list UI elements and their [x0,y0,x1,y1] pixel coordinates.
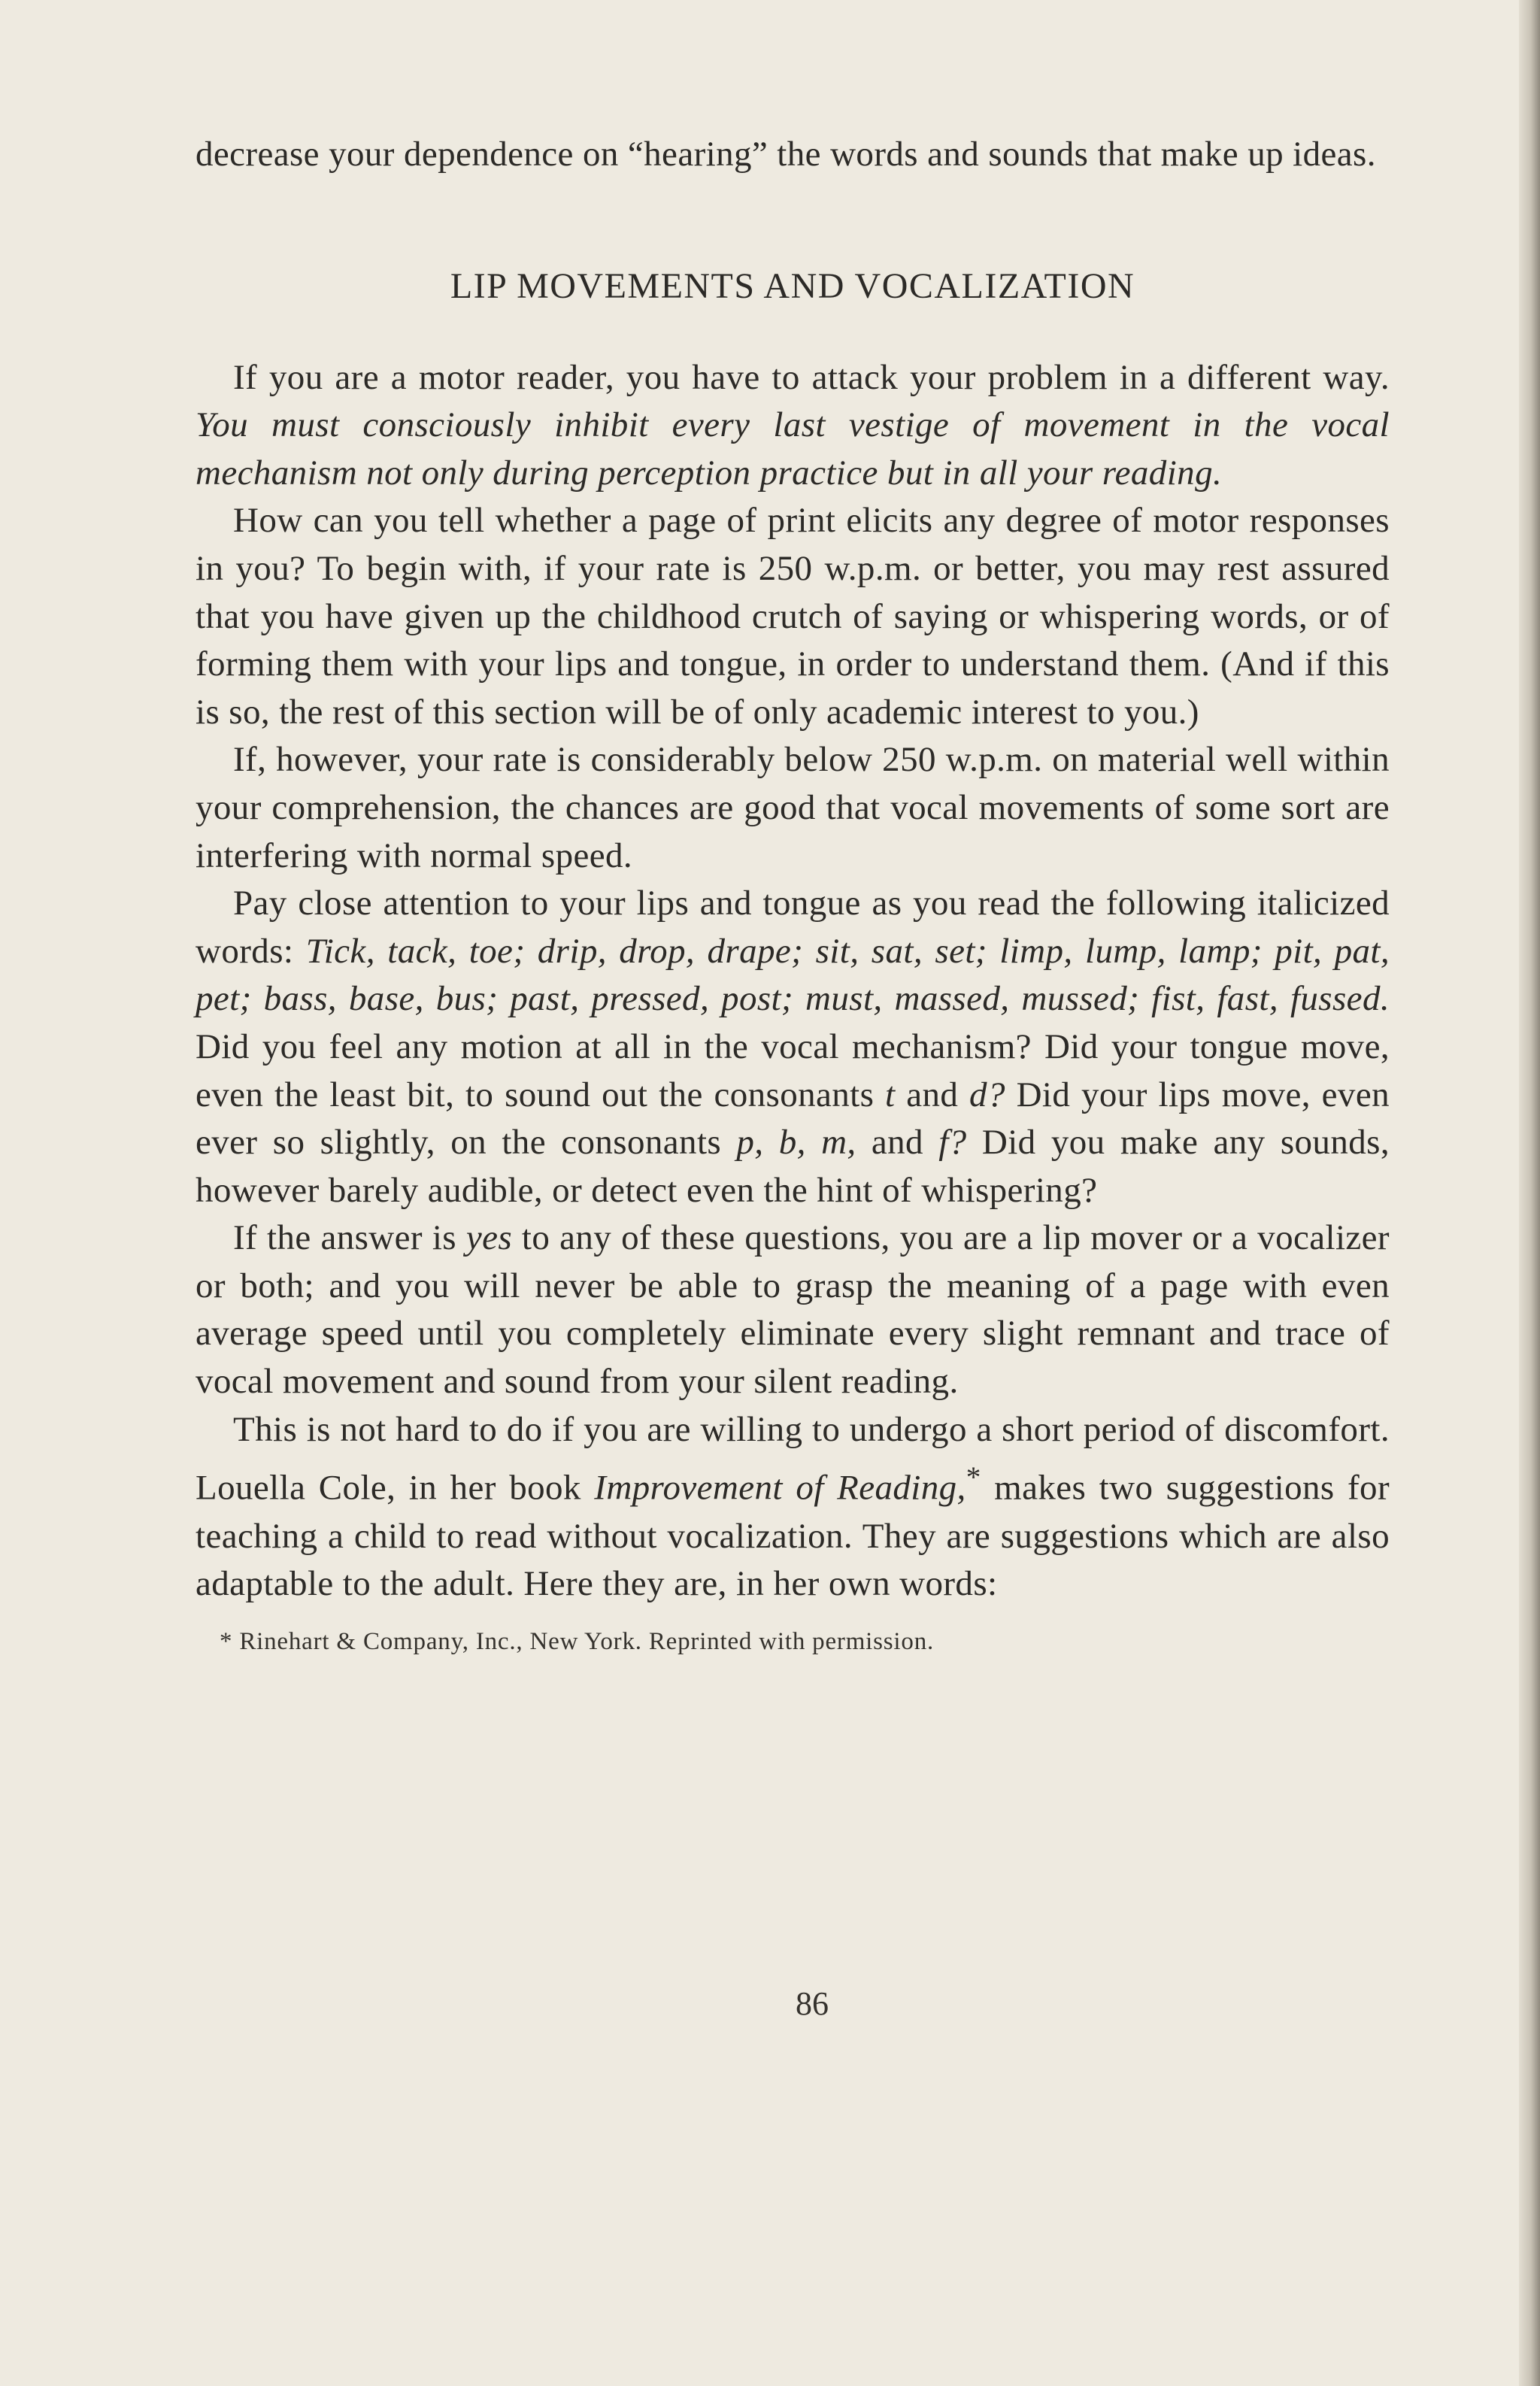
opening-paragraph: decrease your dependence on “hearing” the words and sounds that make up ideas. [196,135,1376,174]
italic-consonant: d? [969,1075,1005,1114]
paragraph-text: to any of these questions, you are a lip mover or a vocalizer or both; and you will never be able to grasp the meaning of a page with even average speed until you completely eliminate every slight remnant and trace of vocal movement and sound from your silent reading. [196,1218,1390,1402]
paragraph-text: If the answer is [233,1218,466,1258]
paragraph-text: Did you make any sounds, however barely audible, or detect even the hint of whispering? [196,1123,1390,1210]
footnote: * Rinehart & Company, Inc., New York. Reprinted with permission. [220,1627,935,1655]
paragraph-text: Did your lips move, even ever so slightly, on the consonants [196,1075,1390,1163]
page-edge-shadow [1519,0,1540,2386]
footnote-marker: * [966,1461,981,1494]
italic-emphasis: yes [465,1218,513,1258]
paragraph-motor-reader [196,354,1390,498]
italic-consonant: f? [938,1123,967,1163]
section-heading: LIP MOVEMENTS AND VOCALIZATION [450,265,1135,306]
italic-emphasis: You must consciously inhibit every last vestige of movement in the vocal mechanism not only during perception practice but in all your reading. [196,405,1390,493]
paragraph-rate-below: If, however, your rate is considerably below 250 w.p.m. on material well within your comprehension, the chances are good that vocal movements of some sort are interfering with normal speed. [196,740,1390,875]
paragraph-text: Pay close attention to your lips and tongue as you read the following italicized words: [196,884,1390,971]
italic-consonant: p, b, m, [736,1123,856,1163]
paragraph-text: makes two suggestions for teaching a child to read without vocalization. They are suggestions which are also adaptable to the adult. Here they are, in her own words: [196,1468,1390,1604]
book-title: Improvement of Reading, [594,1468,966,1508]
paragraph-text: and [856,1123,939,1163]
page-body [196,131,1390,1658]
paragraph-italicized-words [196,880,1390,1214]
paragraph-text: This is not hard to do if you are willing to undergo a short period of discomfort. Louella Cole, in her book [196,1409,1390,1508]
paragraph-text: Did you feel any motion at all in the vocal mechanism? Did your tongue move, even the least bit, to sound out the consonants [196,1026,1390,1114]
page-number: 86 [796,1985,829,2022]
paragraph-text: If you are a motor reader, you have to attack your problem in a different way. [233,357,1390,397]
paragraph-lip-mover [196,1214,1390,1405]
paragraph-text: and [895,1075,970,1114]
paragraph-motor-responses: How can you tell whether a page of print elicits any degree of motor responses in you? To begin with, if your rate is 250 w.p.m. or better, you may rest assured that you have given up the childhood crutch of saying or whispering words, or of forming them with your lips and tongue, in order to understand them. (And if this is so, the rest of this section will be of only academic interest to you.) [196,501,1390,732]
paragraph-louella-cole [196,1406,1390,1608]
italic-consonant: t [885,1075,896,1114]
italic-word-list: Tick, tack, toe; drip, drop, drape; sit, sat, set; limp, lump, lamp; pit, pat, pet; bass, base, bus; past, pressed, post; must, massed, mussed; fist, fast, fussed. [196,931,1390,1019]
